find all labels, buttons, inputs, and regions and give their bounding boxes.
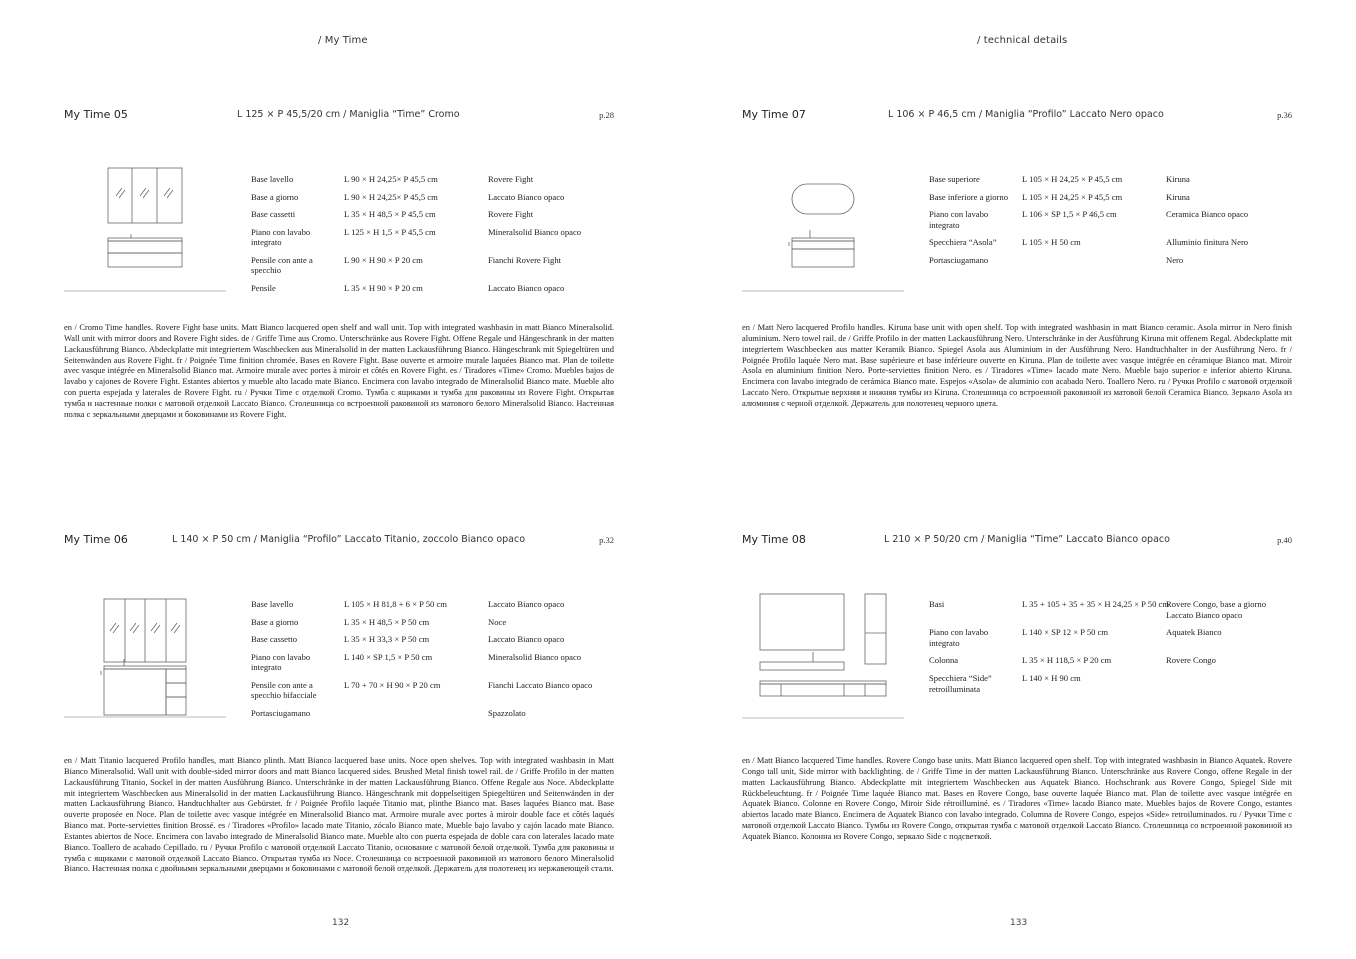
spec-finish: Alluminio finitura Nero (1166, 237, 1249, 247)
spec-size: L 35 + 105 + 35 + 35 × H 24,25 × P 50 cm (1022, 599, 1170, 609)
spec-table (929, 174, 1299, 272)
section-description: en / Matt Bianco lacquered Time handles. Rovere Congo base units. Matt Bianco lacquered open shelf. Top with integrated washbasin in Bianco Aquatek. Rovere Congo tall unit, Side mirror with backlighting. de / Griffe Time in der matten Lackausführung Bianco. Unterschränke aus Rovere Congo, offene Regale in der matten Lackausführung Bianco. Abdeckplatte mit integriertem Waschbecken aus Aquatek Bianco. Hochschrank aus Rovere Congo, Spiegel Side mit Rückbeleuchtung. fr / Poignée Time laquée Bianco mat. Bases en Rovere Congo, base ouverte laquée Bianco mat. Plan de toilette avec vasque intégrée en Aquatek Bianco. Colonne en Rovere Congo, Miroir Side rétroilluminé. es / Tiradores «Time» lacado Bianco mate. Muebles bajos de Rovere Congo, estantes abiertos lacado mate Bianco. Encimera de Aquatek Bianco con lavabo integrado. Columna de Rovere Congo, espejos «Side» retroiluminados. ru / Ручки Time с матовой отделкой Laccato Bianco. Тумбы из Rovere Congo, открытая тумба с матовой отделкой Laccato Bianco. Столешница со встроенной раковиной из Aquatek Bianco. Колонна из Rovere Congo, зеркало Side с подсветкой. (742, 755, 1292, 841)
spec-row (929, 655, 1299, 673)
spec-part: Base cassetto (251, 634, 298, 644)
spec-part: Pensile con ante a specchio bifacciale (251, 679, 317, 700)
section-dimensions: L 210 × P 50/20 cm / Maniglia “Time” Laccato Bianco opaco (884, 534, 1170, 545)
spec-finish: Fianchi Rovere Fight (488, 254, 562, 265)
section-title-row (64, 108, 614, 122)
spec-size: L 70 + 70 × H 90 × P 20 cm (344, 679, 441, 690)
spec-finish: Mineralsolid Bianco opaco (488, 226, 582, 237)
header-left: / My Time (318, 35, 368, 46)
spec-finish: Aquatek Bianco (1166, 627, 1222, 637)
spec-part: Base inferiore a giorno (929, 191, 1008, 202)
section-dimensions: L 106 × P 46,5 cm / Maniglia “Profilo” Laccato Nero opaco (888, 109, 1164, 120)
spec-size: L 105 × H 24,25 × P 45,5 cm (1022, 191, 1123, 202)
section-name: My Time 07 (742, 108, 806, 121)
spec-size: L 35 × H 90 × P 20 cm (344, 282, 423, 293)
spec-row (251, 599, 621, 617)
spec-size: L 35 × H 33,3 × P 50 cm (344, 634, 430, 644)
spec-row (929, 627, 1299, 655)
spec-size: L 35 × H 48,5 × P 50 cm (344, 616, 430, 627)
spec-part: Pensile (251, 282, 276, 293)
spec-part: Piano con lavabo integrato (929, 627, 989, 648)
page-number-left: 132 (332, 918, 350, 928)
spec-row (251, 209, 621, 227)
section-name: My Time 08 (742, 533, 806, 546)
spec-part: Piano con lavabo integrato (251, 226, 311, 247)
header-right: / technical details (977, 35, 1068, 46)
spec-table (251, 174, 621, 300)
spec-size: L 90 × H 24,25× P 45,5 cm (344, 174, 438, 184)
spec-size: L 106 × SP 1,5 × P 46,5 cm (1022, 209, 1117, 219)
spec-finish: Laccato Bianco opaco (488, 191, 565, 202)
spec-part: Portasciugamano (929, 254, 989, 265)
spec-size: L 125 × H 1,5 × P 45,5 cm (344, 226, 436, 237)
section-page-ref: p.28 (599, 110, 614, 120)
spec-row (251, 227, 621, 255)
spec-part: Base lavello (251, 174, 294, 184)
spec-part: Piano con lavabo integrato (251, 651, 311, 672)
spec-part: Pensile con ante a specchio (251, 254, 313, 275)
spec-row (251, 652, 621, 680)
section-my-time-08 (742, 533, 1292, 863)
spec-size: L 105 × H 50 cm (1022, 237, 1081, 247)
spec-finish: Rovere Fight (488, 209, 534, 219)
spec-row (929, 599, 1299, 627)
spec-row (251, 617, 621, 635)
section-page-ref: p.40 (1277, 535, 1292, 545)
section-page-ref: p.32 (599, 535, 614, 545)
spec-finish: Fianchi Laccato Bianco opaco (488, 679, 593, 690)
spec-size: L 105 × H 24,25 × P 45,5 cm (1022, 174, 1123, 184)
section-my-time-06 (64, 533, 614, 903)
spec-row (929, 174, 1299, 192)
spec-part: Base superiore (929, 174, 980, 184)
spec-finish: Mineralsolid Bianco opaco (488, 651, 582, 662)
spec-finish: Rovere Fight (488, 174, 534, 184)
spec-row (929, 673, 1299, 701)
spec-finish: Nero (1166, 254, 1184, 265)
spec-part: Basi (929, 599, 945, 609)
spec-row (251, 634, 621, 652)
spec-finish: Spazzolato (488, 707, 526, 718)
section-description: en / Cromo Time handles. Rovere Fight base units. Matt Bianco lacquered open shelf and wall unit. Top with integrated washbasin in matt Bianco Mineralsolid. Wall unit with mirror doors and Rovere Fight sides. de / Griffe Time aus Cromo. Unterschränke aus Rovere Fight. Offene Regale und Hängeschrank in der matten Lackausführung Bianco. Abdeckplatte mit integriertem Waschbecken aus Mineralsolid in der matten Lackausführung Bianco. Hängeschrank mit Spiegeltüren und Seitenwänden aus Rovere Fight. fr / Poignée Time finition chromée. Bases en Rovere Fight. Base ouverte et armoire murale laquées Bianco mat. Plan de toilette avec vasque intégrée en Mineralsolid Bianco mat. Armoire murale avec portes à miroir et côtés en Rovere Fight. es / Tiradores «Time» Cromo. Muebles bajos de lavabo y cajones de Rovere Fight. Estantes abiertos y mueble alto lacado mate Bianco. Encimera con lavabo integrado de Mineralsolid Bianco mate. Mueble alto con puerta espejada y laterales de Rovere Fight. ru / Ручки Time с отделкой Cromo. Тумба с ящиками и тумба для раковины из Rovere Fight. Открытая тумба и настенные полки с матовой отделкой Laccato Bianco. Столешница со встроенной раковиной из матового белого Mineralsolid Bianco. Настенная полка с зеркальными дверцами и боковинами из Rovere Fight. (64, 322, 614, 419)
spec-part: Colonna (929, 655, 959, 665)
technical-drawing (64, 166, 234, 296)
spec-part: Base a giorno (251, 191, 299, 202)
spec-part: Specchiera “Side” retroilluminata (929, 673, 992, 694)
section-name: My Time 05 (64, 108, 128, 121)
section-description: en / Matt Nero lacquered Profilo handles. Kiruna base unit with open shelf. Top with integrated washbasin in matt Bianco ceramic. Asola mirror in Nero finish aluminium. Nero towel rail. de / Griffe Profilo in der matten Lackausführung Nero. Unterschränke in der Ausführung Kiruna mit offenem Regal. Abdeckplatte mit integriertem Waschbecken aus matter Keramik Bianco. Spiegel Asola aus Aluminium in der Ausführung Nero. Handtuchhalter in der Ausführung Nero. fr / Poignée Profilo laquée Nero mat. Base supérieure et base inférieure ouverte en Kiruna. Plan de toilette avec vasque intégrée en céramique Bianco mat. Miroir Asola en aluminium finition Nero. Porte-serviettes finition Nero. es / Tiradores «Time» lacado mate Nero. Mueble bajo superior e inferior abierto Kiruna. Encimera con lavabo integrado de cerámica Bianco mate. Espejos «Asola» de aluminio con acabado Nero. Toallero Nero. ru / Ручки Profilo с матовой отделкой Laccato Nero. Открытые верхняя и нижняя тумбы из Kiruna. Столешница со встроенной раковиной из матовой белой Ceramica Bianco. Зеркало Asola из алюминия с черной отделкой. Держатель для полотенец черного цвета. (742, 322, 1292, 408)
technical-drawing (742, 166, 912, 296)
spec-row (251, 174, 621, 192)
spec-part: Base cassetti (251, 209, 296, 219)
spec-row (929, 209, 1299, 237)
spec-finish: Rovere Congo, base a giorno Laccato Bianco opaco (1166, 599, 1266, 620)
technical-drawing (742, 591, 912, 721)
section-name: My Time 06 (64, 533, 128, 546)
section-title-row (64, 533, 614, 547)
spec-row (929, 237, 1299, 255)
section-dimensions: L 140 × P 50 cm / Maniglia “Profilo” Laccato Titanio, zoccolo Bianco opaco (172, 534, 526, 545)
spec-row (251, 255, 621, 283)
spec-size: L 90 × H 24,25× P 45,5 cm (344, 191, 438, 202)
section-my-time-07 (742, 108, 1292, 438)
spec-finish: Noce (488, 616, 507, 627)
spec-finish: Kiruna (1166, 191, 1190, 202)
spec-size: L 105 × H 81,8 + 6 × P 50 cm (344, 599, 447, 609)
spec-size: L 90 × H 90 × P 20 cm (344, 254, 423, 265)
spec-row (251, 192, 621, 210)
spec-part: Base a giorno (251, 616, 299, 627)
spec-size: L 140 × SP 12 × P 50 cm (1022, 627, 1109, 637)
spec-size: L 140 × H 90 cm (1022, 673, 1081, 683)
section-title-row (742, 533, 1292, 547)
spec-row (929, 255, 1299, 273)
page-number-right: 133 (1010, 918, 1028, 928)
spec-finish: Laccato Bianco opaco (488, 634, 565, 644)
technical-drawing (64, 591, 234, 721)
spec-row (251, 708, 621, 726)
spec-table (929, 599, 1299, 701)
spec-part: Portasciugamano (251, 707, 311, 718)
spec-part: Base lavello (251, 599, 294, 609)
spec-part: Piano con lavabo integrato (929, 209, 989, 230)
spec-row (929, 192, 1299, 210)
spec-row (251, 680, 621, 708)
spec-finish: Rovere Congo (1166, 655, 1216, 665)
section-dimensions: L 125 × P 45,5/20 cm / Maniglia “Time” Cromo (237, 109, 460, 120)
spec-finish: Kiruna (1166, 174, 1190, 184)
section-description: en / Matt Titanio lacquered Profilo handles, matt Bianco plinth. Matt Bianco lacquered base units. Noce open shelves. Top with integrated washbasin in Matt Bianco Mineralsolid. Wall unit with double-sided mirror doors and matt Bianco lacquered sides. Brushed Metal finish towel rail. de / Griffe Profilo in der matten Lackausführung Titanio, Sockel in der matten Ausführung Bianco. Unterschränke in der matten Lackausführung Bianco. Offene Regale aus Noce. Abdeckplatte mit integriertem Waschbecken aus Mineralsolid in der matten Lackausführung Bianco. Hängeschrank mit doppelseitigen Spiegeltüren und Seitenwänden in der matten Lackausführung Bianco. Handtuchhalter aus Gebürstet. fr / Poignée Profilo laquée Titanio mat, plinthe Bianco mat. Bases laquées Bianco mat. Base ouverte proposée en Noce. Plan de toilette avec vasque intégrée en Mineralsolid Bianco mat. Armoire murale avec portes à miroir double face et côtés laqués Bianco mat. Porte-serviettes finition Brossé. es / Tiradores «Profilo» lacado mate Titanio, zócalo Bianco mate. Mueble bajo lavabo y cajón lacado mate Bianco. Estantes abiertos de Noce. Encimera con lavabo integrado de Mineralsolid Bianco mate. Mueble alto con puerta espejada de doble cara con laterales lacado mate Bianco. Toallero de acabado Cepillado. ru / Ручки Profilo с матовой отделкой Laccato Titanio, основание с матовой белой отделкой. Тумба для раковины и тумба с ящиками с матовой отделкой Laccato Bianco. Открытая тумба из Noce. Столешница со встроенной раковиной из матового белого Mineralsolid Bianco. Настенная полка с двойными зеркальными дверцами и боковинами с матовой белой отделкой. Держатель для полотенец из нержавеющей стали. (64, 755, 614, 874)
spec-row (251, 283, 621, 301)
section-my-time-05 (64, 108, 614, 438)
section-title-row (742, 108, 1292, 122)
spec-part: Specchiera “Asola” (929, 237, 997, 247)
spec-finish: Laccato Bianco opaco (488, 599, 565, 609)
spec-table (251, 599, 621, 725)
spec-finish: Laccato Bianco opaco (488, 282, 565, 293)
spec-finish: Ceramica Bianco opaco (1166, 209, 1249, 219)
spec-size: L 35 × H 48,5 × P 45,5 cm (344, 209, 436, 219)
spec-size: L 35 × H 118,5 × P 20 cm (1022, 655, 1112, 665)
spec-size: L 140 × SP 1,5 × P 50 cm (344, 651, 433, 662)
section-page-ref: p.36 (1277, 110, 1292, 120)
